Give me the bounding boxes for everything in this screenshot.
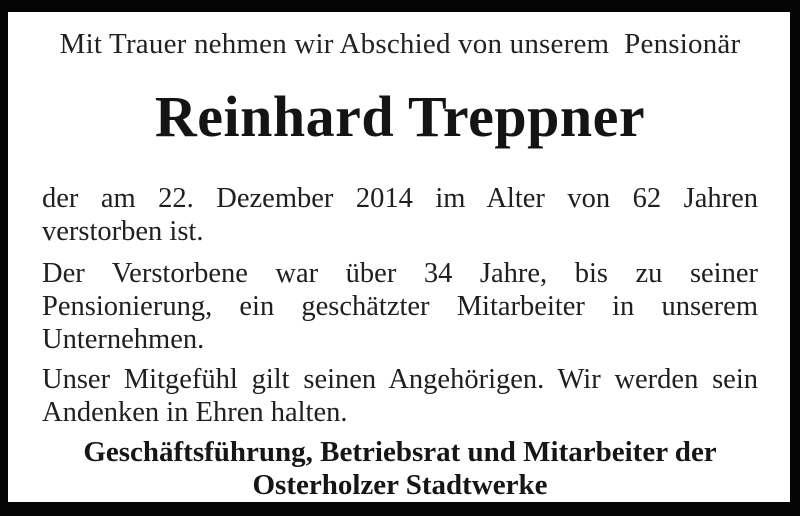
paragraph-line: Andenken in Ehren halten.: [42, 397, 348, 428]
intro-line: Mit Trauer nehmen wir Abschied von unserem Pensionär: [59, 28, 741, 60]
paragraph-line: verstorben ist.: [42, 216, 204, 247]
paragraph-line: Unser Mitgefühl gilt seinen Angehörigen. Wir werden sein: [42, 364, 758, 395]
deceased-name: Reinhard Treppner: [154, 84, 646, 149]
obituary-notice: [8, 12, 790, 502]
paragraph-line: Der Verstorbene war über 34 Jahre, bis zu seiner: [42, 258, 758, 289]
signature-line-1: Geschäftsführung, Betriebsrat und Mitarbeiter der: [83, 436, 717, 468]
signature-line-2: Osterholzer Stadtwerke: [252, 469, 548, 501]
signature-block: [42, 436, 758, 502]
paragraph-line: Unternehmen.: [42, 324, 205, 355]
paragraph-line: der am 22. Dezember 2014 im Alter von 62 Jahren: [42, 183, 758, 214]
paragraph-death-info: [42, 182, 758, 248]
paragraph-line: Pensionierung, ein geschätzter Mitarbeiter in unserem: [42, 291, 758, 322]
paragraph-service-tribute: [42, 257, 758, 356]
paragraph-condolence: [42, 363, 758, 429]
